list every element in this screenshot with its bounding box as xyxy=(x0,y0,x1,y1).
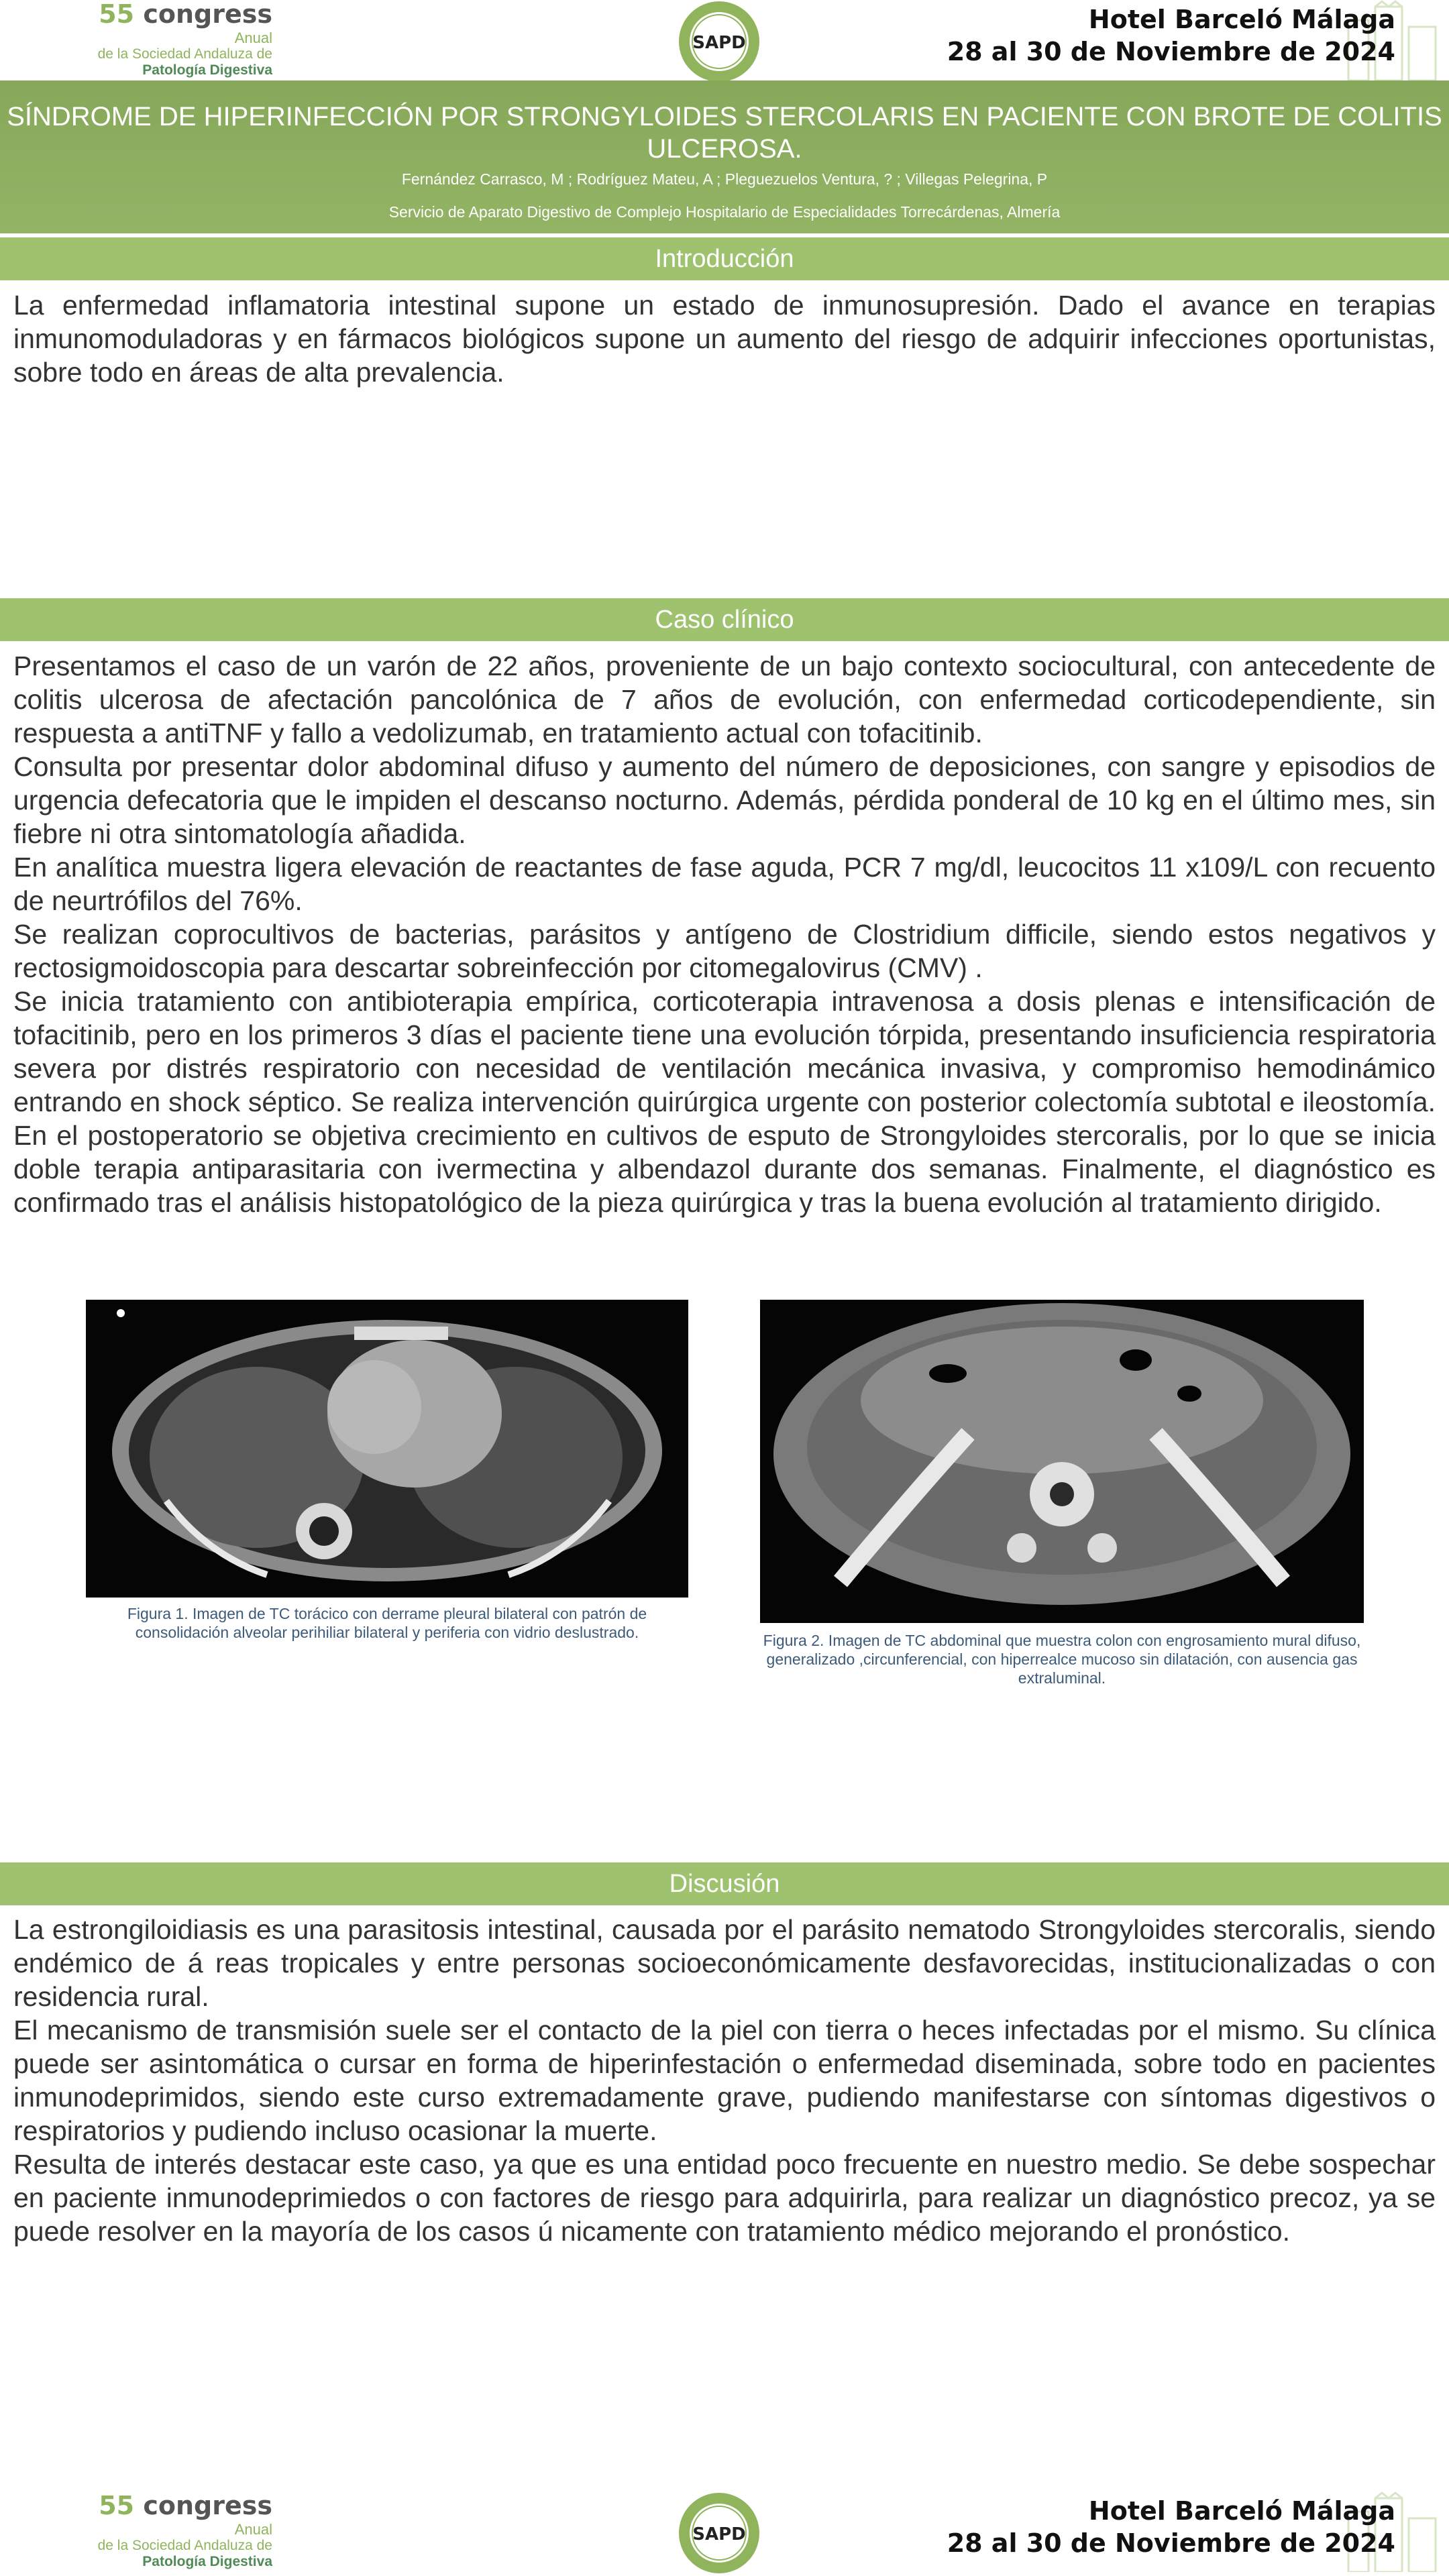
sapd-seal-logo xyxy=(678,0,761,83)
footer-venue-info xyxy=(947,2496,1395,2559)
discussion-paragraph-3: Resulta de interés destacar este caso, ya que es una entidad poco frecuente en nuestro medio. Se debe sospechar en paciente inmunodeprimiedos o con factores de riesgo para adquirirla, para realizar un diagnóstico precoz, ya se puede resolver en la mayoría de los casos ú nicamente con tratamiento médico mejorando el pronóstico. xyxy=(13,2149,1436,2247)
case-paragraph-3: En analítica muestra ligera elevación de reactantes de fase aguda, PCR 7 mg/dl, leucocitos 11 x109/L con recuento de neurtrófilos del 76%. xyxy=(13,852,1436,916)
section-discussion-bar: Discusión xyxy=(0,1862,1449,1905)
venue-info xyxy=(947,4,1395,68)
footer-congress-line4: Patología Digestiva xyxy=(142,2554,272,2570)
figure-2-caption: Figura 2. Imagen de TC abdominal que muestra colon con engrosamiento mural difuso, generalizado ,circunferencial, con hiperrealce mucoso sin dilatación, con ausencia gas extraluminal. xyxy=(763,1632,1361,1687)
case-paragraph-5: Se inicia tratamiento con antibioterapia empírica, corticoterapia intravenosa a dosis plenas e intensificación de tofacitinib, pero en los primeros 3 días el paciente tiene una evolución tórpida, presentando insuficiencia respiratoria severa por distrés respiratorio con necesidad de ventilación mecánica invasiva, y compromiso hemodinámico entrando en shock séptico. Se realiza intervención quirúrgica urgente con posterior colectomía subtotal e ileostomía. En el postoperatorio se objetiva crecimiento en cultivos de esputo de Strongyloides stercoralis, por lo que se inicia doble terapia antiparasitaria con ivermectina y albendazol durante dos semanas. Finalmente, el diagnóstico es confirmado tras el análisis histopatológico de la pieza quirúrgica y tras la buena evolución al tratamiento dirigido. xyxy=(13,986,1436,1218)
congress-line3: de la Sociedad Andaluza de xyxy=(97,46,272,62)
figure-1-thoracic-ct xyxy=(86,1300,688,1598)
footer-congress-line3: de la Sociedad Andaluza de xyxy=(97,2537,272,2553)
footer xyxy=(0,2491,1449,2572)
case-paragraph-2: Consulta por presentar dolor abdominal difuso y aumento del número de deposiciones, con sangre y episodios de urgencia defecatoria que le impiden el descanso nocturno. Además, pérdida ponderal de 10 kg en el último mes, sin fiebre ni otra sintomatología añadida. xyxy=(13,751,1436,849)
title-band xyxy=(0,80,1449,233)
case-paragraph-1: Presentamos el caso de un varón de 22 años, proveniente de un bajo contexto sociocultural, con antecedente de colitis ulcerosa de afectación pancolónica de 7 años de evolución, con enfermedad corticodependiente, sin respuesta a antiTNF y fallo a vedolizumab, en tratamiento actual con tofacitinib. xyxy=(13,651,1436,748)
section-intro-bar: Introducción xyxy=(0,237,1449,280)
intro-paragraph: La enfermedad inflamatoria intestinal supone un estado de inmunosupresión. Dado el avance en terapias inmunomoduladoras y en fármacos biológicos supone un aumento del riesgo de adquirir infecciones oportunistas, sobre todo en áreas de alta prevalencia. xyxy=(13,290,1436,388)
congress-number: 55 xyxy=(99,0,135,29)
case-text xyxy=(13,649,1436,1219)
venue-dates: 28 al 30 de Noviembre de 2024 xyxy=(947,36,1395,66)
thoracic-ct-image xyxy=(86,1300,688,1598)
footer-congress-number: 55 xyxy=(99,2491,135,2520)
header xyxy=(0,0,1449,80)
footer-congress-logo xyxy=(80,2491,272,2570)
abdominal-ct-image xyxy=(760,1300,1364,1623)
section-case-bar: Caso clínico xyxy=(0,598,1449,641)
poster-authors: Fernández Carrasco, M ; Rodríguez Mateu, A ; Pleguezuelos Ventura, ? ; Villegas Pelegrina, P xyxy=(401,170,1048,188)
congress-word: congress xyxy=(143,0,272,29)
footer-congress-word: congress xyxy=(143,2491,272,2520)
footer-venue-dates: 28 al 30 de Noviembre de 2024 xyxy=(947,2528,1395,2558)
footer-seal-text: SAPD xyxy=(692,2524,746,2544)
case-paragraph-4: Se realizan coprocultivos de bacterias, parásitos y antígeno de Clostridium difficile, siendo estos negativos y rectosigmoidoscopia para descartar sobreinfección por citomegalovirus (CMV) . xyxy=(13,919,1436,983)
venue-name: Hotel Barceló Málaga xyxy=(1088,5,1395,34)
poster-title: SÍNDROME DE HIPERINFECCIÓN POR STRONGYLOIDES STERCOLARIS EN PACIENTE CON BROTE DE COLITIS ULCEROSA. xyxy=(7,102,1442,164)
congress-line2: Anual xyxy=(234,29,272,46)
footer-congress-line2: Anual xyxy=(234,2520,272,2538)
congress-line4: Patología Digestiva xyxy=(142,62,272,78)
figure-2-abdominal-ct xyxy=(760,1300,1364,1623)
discussion-text xyxy=(13,1913,1436,2248)
discussion-paragraph-2: El mecanismo de transmisión suele ser el contacto de la piel con tierra o heces infectadas por el mismo. Su clínica puede ser asintomática o cursar en forma de hiperinfestación o enfermedad diseminada, sobre todo en pacientes inmunodeprimidos, siendo este curso extremadamente grave, pudiendo manifestarse con síntomas digestivos o respiratorios y pudiendo incluso ocasionar la muerte. xyxy=(13,2015,1436,2146)
intro-text xyxy=(13,288,1436,389)
discussion-paragraph-1: La estrongiloidiasis es una parasitosis intestinal, causada por el parásito nematodo Strongyloides stercoralis, siendo endémico de á reas tropicales y entre personas socioeconómicamente desfavorecidas, institucionalizadas o con residencia rural. xyxy=(13,1914,1436,2012)
congress-logo xyxy=(80,0,272,78)
figure-1-caption: Figura 1. Imagen de TC torácico con derrame pleural bilateral con patrón de consolidación alveolar perihiliar bilateral y periferia con vidrio deslustrado. xyxy=(127,1605,647,1641)
poster-affiliation: Servicio de Aparato Digestivo de Complejo Hospitalario de Especialidades Torrecárdenas, Almería xyxy=(388,203,1061,221)
seal-text: SAPD xyxy=(692,33,746,53)
footer-venue-name: Hotel Barceló Málaga xyxy=(1088,2496,1395,2526)
footer-sapd-seal-logo xyxy=(678,2491,761,2575)
